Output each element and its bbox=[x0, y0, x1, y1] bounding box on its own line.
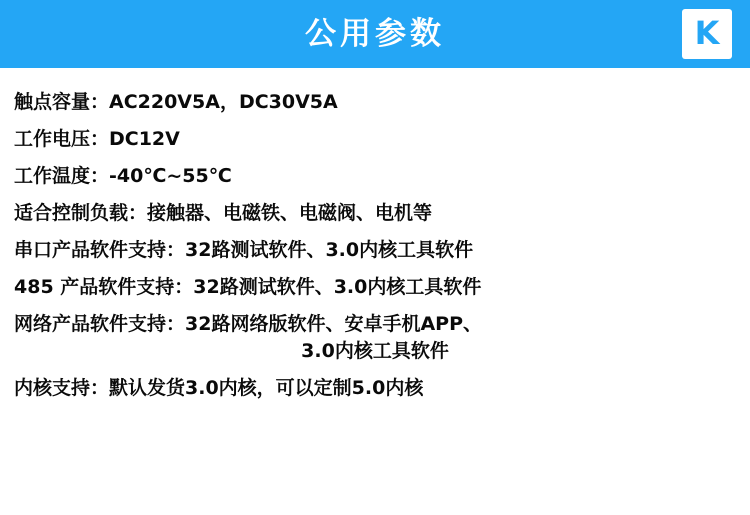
spec-suitable-load: 适合控制负载：接触器、电磁铁、电磁阀、电机等 bbox=[14, 202, 433, 224]
spec-rs485-software-support: 485 产品软件支持：32路测试软件、3.0内核工具软件 bbox=[14, 276, 482, 298]
spec-contact-capacity: 触点容量：AC220V5A，DC30V5A bbox=[14, 91, 338, 113]
page-title: 公用参数 bbox=[305, 15, 445, 52]
spec-list bbox=[0, 68, 750, 407]
spec-network-software-support: 网络产品软件支持：32路网络版软件、安卓手机APP、 bbox=[14, 313, 482, 335]
spec-working-temperature: 工作温度：-40℃~55℃ bbox=[14, 165, 232, 187]
spec-working-voltage: 工作电压：DC12V bbox=[14, 128, 180, 150]
header-banner bbox=[0, 0, 750, 68]
spec-kernel-support: 内核支持：默认发货3.0内核，可以定制5.0内核 bbox=[14, 377, 424, 399]
spec-serial-software-support: 串口产品软件支持：32路测试软件、3.0内核工具软件 bbox=[14, 239, 474, 261]
brand-logo-k-icon: K bbox=[694, 14, 720, 52]
brand-logo bbox=[682, 9, 732, 59]
spec-network-software-support-continued: 3.0内核工具软件 bbox=[301, 340, 449, 362]
